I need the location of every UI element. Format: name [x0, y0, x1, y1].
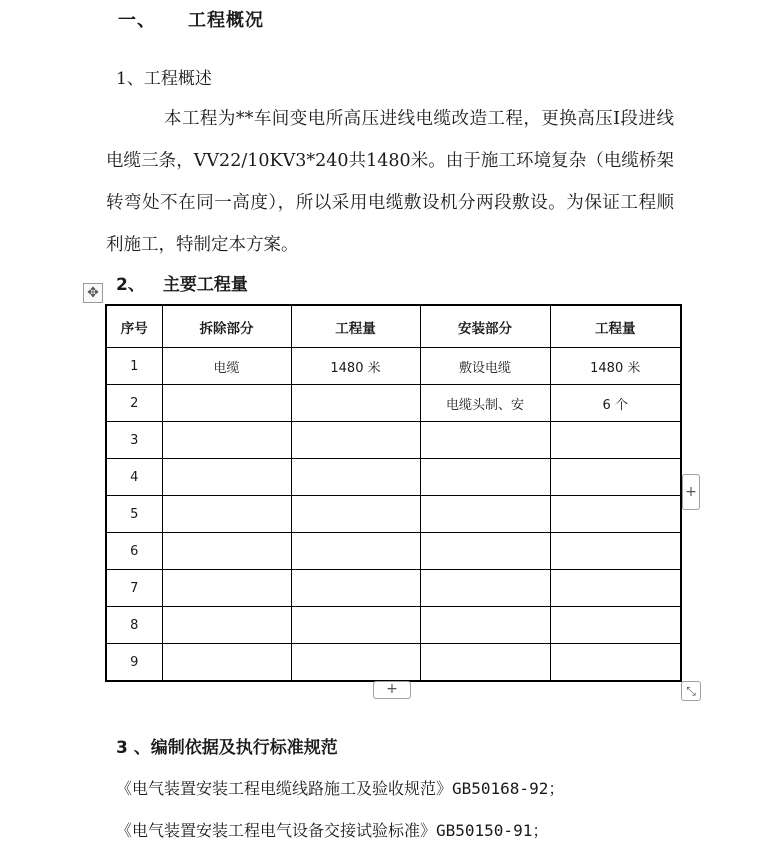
table-cell[interactable] — [162, 607, 291, 644]
table-cell[interactable] — [162, 385, 291, 422]
table-cell[interactable]: 电缆 — [162, 348, 291, 385]
table-cell[interactable]: 1 — [106, 348, 162, 385]
table-cell[interactable]: 4 — [106, 459, 162, 496]
table-cell[interactable] — [162, 644, 291, 682]
table-cell[interactable]: 9 — [106, 644, 162, 682]
table-cell[interactable] — [162, 422, 291, 459]
table-cell[interactable]: 3 — [106, 422, 162, 459]
table-cell[interactable] — [420, 422, 550, 459]
section-1-title: 工程概况 — [188, 10, 264, 31]
table-cell[interactable] — [420, 607, 550, 644]
table-cell[interactable] — [291, 533, 420, 570]
table-cell[interactable]: 5 — [106, 496, 162, 533]
plus-icon: + — [685, 484, 697, 500]
table-cell[interactable]: 6 个 — [550, 385, 681, 422]
table-cell[interactable] — [291, 644, 420, 682]
quantities-table — [105, 304, 682, 682]
section-2-title: 主要工程量 — [162, 275, 248, 295]
table-cell[interactable] — [550, 570, 681, 607]
table-cell[interactable]: 8 — [106, 607, 162, 644]
table-cell[interactable] — [291, 570, 420, 607]
table-cell[interactable] — [550, 644, 681, 682]
table-cell[interactable] — [420, 570, 550, 607]
table-cell[interactable]: 7 — [106, 570, 162, 607]
resize-icon: ⤡ — [686, 684, 696, 698]
table-cell[interactable] — [162, 570, 291, 607]
table-cell[interactable] — [291, 385, 420, 422]
add-row-button[interactable] — [373, 681, 411, 699]
header-cell-install: 安装部分 — [420, 305, 550, 348]
table-cell[interactable] — [550, 422, 681, 459]
table-move-handle[interactable] — [83, 283, 103, 303]
table-row — [106, 570, 681, 607]
table-cell[interactable] — [420, 496, 550, 533]
table-cell[interactable] — [162, 533, 291, 570]
section-1-1-heading: 1、工程概述 — [116, 69, 212, 89]
table-row — [106, 459, 681, 496]
move-icon: ✥ — [87, 285, 99, 301]
table-cell[interactable]: 敷设电缆 — [420, 348, 550, 385]
table-cell[interactable] — [420, 459, 550, 496]
header-cell-index: 序号 — [106, 305, 162, 348]
table-cell[interactable] — [162, 496, 291, 533]
section-1-heading — [118, 6, 264, 32]
table-row — [106, 533, 681, 570]
table-cell[interactable] — [291, 422, 420, 459]
table-cell[interactable] — [550, 459, 681, 496]
table-cell[interactable] — [550, 533, 681, 570]
table-cell[interactable] — [420, 644, 550, 682]
overview-paragraph: 本工程为**车间变电所高压进线电缆改造工程，更换高压Ⅰ段进线电缆三条，VV22/10KV3*240共1480米。由于施工环境复杂（电缆桥架转弯处不在同一高度），所以采用电缆敷设机分两段敷设。为保证工程顺利施工，特制定本方案。 — [106, 109, 674, 255]
table-cell[interactable]: 6 — [106, 533, 162, 570]
plus-icon: + — [386, 681, 398, 697]
table-cell[interactable]: 1480 米 — [550, 348, 681, 385]
table-cell[interactable] — [291, 496, 420, 533]
table-cell[interactable] — [291, 459, 420, 496]
table-cell[interactable] — [162, 459, 291, 496]
table-cell[interactable] — [550, 496, 681, 533]
table-resize-handle[interactable] — [681, 681, 701, 701]
header-cell-removal-qty: 工程量 — [291, 305, 420, 348]
section-2-number: 2、 — [116, 275, 145, 295]
section-3-heading: 3 、编制依据及执行标准规范 — [116, 738, 338, 758]
header-cell-removal: 拆除部分 — [162, 305, 291, 348]
standard-item: 《电气装置安装工程电缆线路施工及验收规范》GB50168-92； — [116, 779, 565, 798]
table-cell[interactable]: 1480 米 — [291, 348, 420, 385]
table-cell[interactable]: 电缆头制、安 — [420, 385, 550, 422]
table-cell[interactable] — [550, 607, 681, 644]
table-cell[interactable] — [291, 607, 420, 644]
table-row — [106, 607, 681, 644]
standard-item: 《电气装置安装工程电气设备交接试验标准》GB50150-91； — [116, 821, 549, 840]
table-row — [106, 644, 681, 682]
table-row — [106, 348, 681, 385]
table-header-row — [106, 305, 681, 348]
add-column-button[interactable] — [682, 474, 700, 510]
table-row — [106, 422, 681, 459]
section-2-heading — [116, 270, 248, 295]
section-1-number: 一、 — [118, 10, 156, 31]
table-row — [106, 385, 681, 422]
table-row — [106, 496, 681, 533]
table-cell[interactable] — [420, 533, 550, 570]
header-cell-install-qty: 工程量 — [550, 305, 681, 348]
table-cell[interactable]: 2 — [106, 385, 162, 422]
